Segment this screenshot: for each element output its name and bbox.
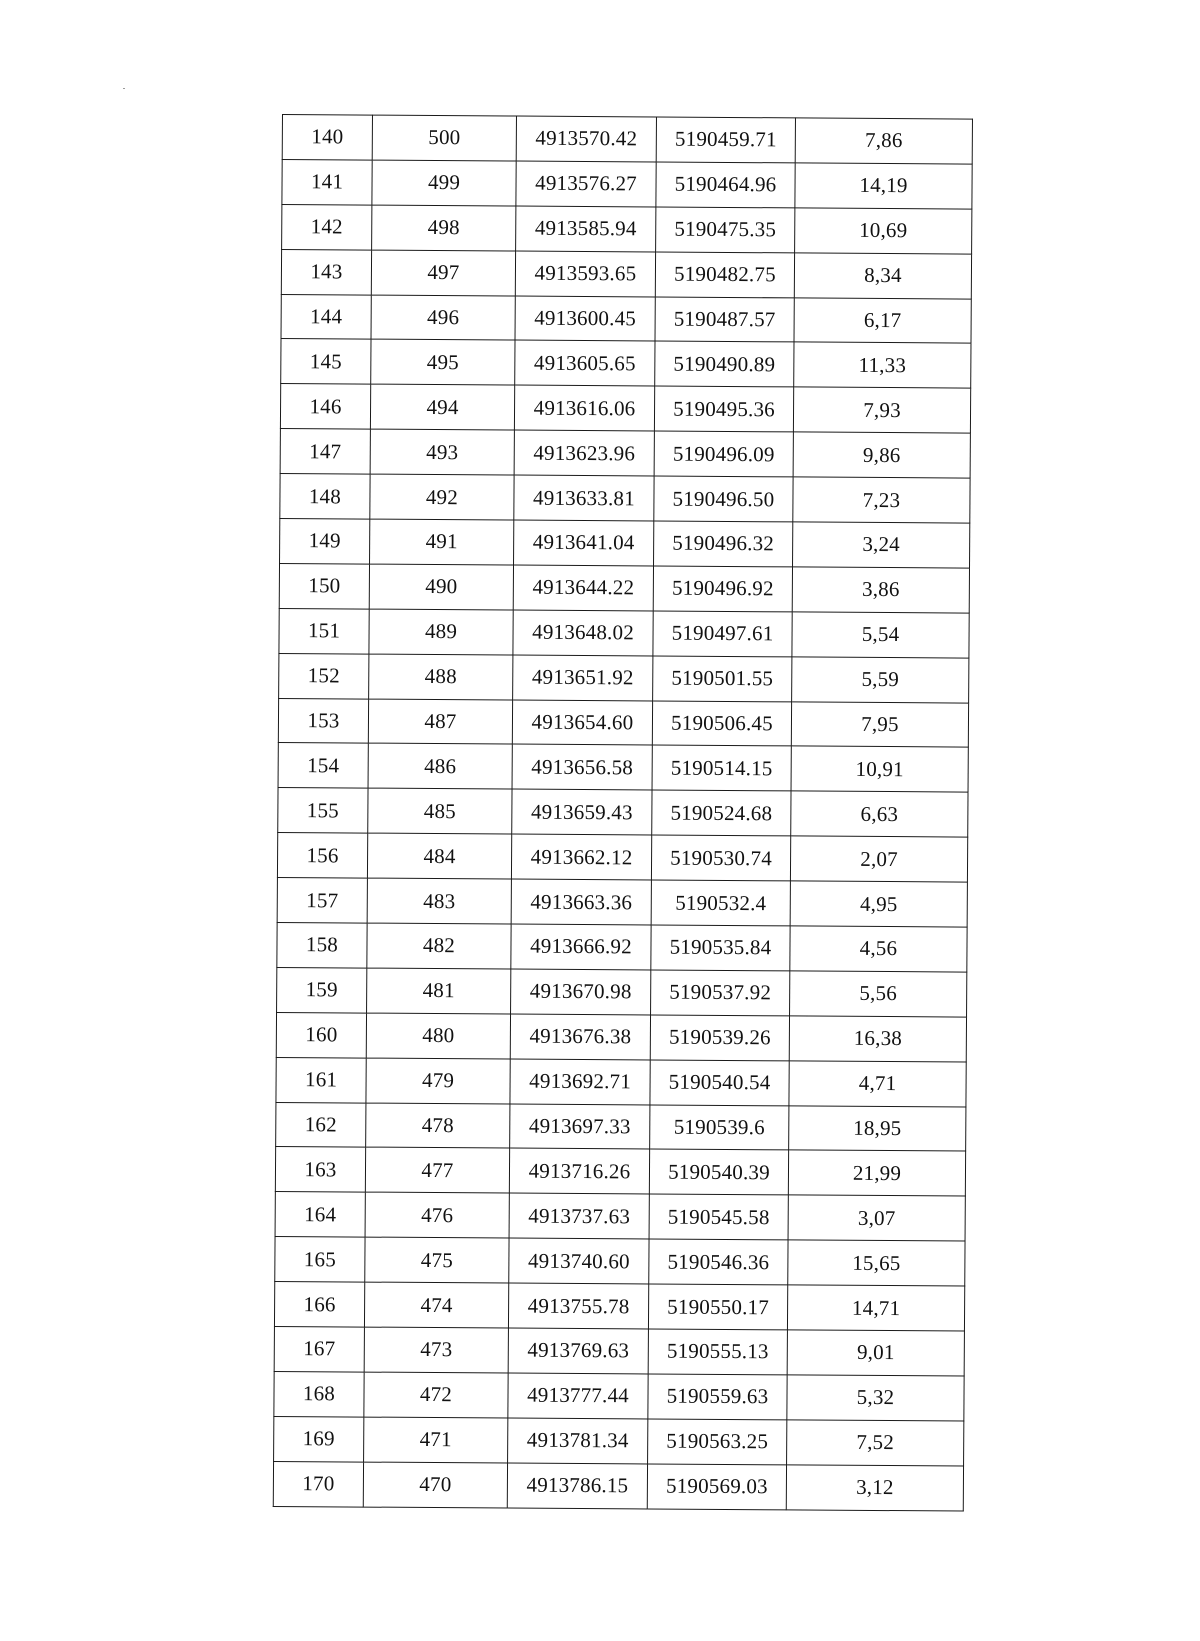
point-number-cell: 170 [273, 1461, 363, 1506]
distance-cell: 6,17 [794, 297, 971, 343]
y-coordinate-cell: 5190555.13 [648, 1329, 787, 1375]
table-row [277, 967, 967, 1016]
reference-number-cell: 476 [365, 1192, 509, 1238]
distance-cell: 14,19 [795, 163, 972, 209]
x-coordinate-cell: 4913781.34 [508, 1418, 648, 1464]
point-number-cell: 162 [276, 1102, 366, 1147]
reference-number-cell: 477 [365, 1148, 509, 1194]
table-row [280, 384, 970, 433]
coordinate-table [273, 114, 973, 1511]
point-number-cell: 157 [277, 878, 367, 923]
point-number-cell: 161 [276, 1057, 366, 1102]
table-row [276, 1057, 966, 1106]
table-row [282, 159, 972, 208]
x-coordinate-cell: 4913648.02 [513, 610, 653, 656]
reference-number-cell: 498 [372, 205, 516, 251]
x-coordinate-cell: 4913692.71 [510, 1059, 650, 1105]
x-coordinate-cell: 4913570.42 [516, 116, 656, 162]
x-coordinate-cell: 4913662.12 [511, 834, 651, 880]
x-coordinate-cell: 4913670.98 [511, 969, 651, 1015]
x-coordinate-cell: 4913697.33 [510, 1104, 650, 1150]
table-row [279, 608, 969, 657]
reference-number-cell: 496 [371, 295, 515, 341]
x-coordinate-cell: 4913633.81 [514, 475, 654, 521]
table-row [274, 1371, 964, 1420]
distance-cell: 3,24 [793, 522, 970, 568]
x-coordinate-cell: 4913616.06 [514, 385, 654, 431]
distance-cell: 4,71 [789, 1061, 966, 1107]
x-coordinate-cell: 4913740.60 [509, 1238, 649, 1284]
y-coordinate-cell: 5190545.58 [649, 1194, 788, 1240]
reference-number-cell: 493 [370, 429, 514, 475]
table-row [280, 474, 970, 523]
table-row [275, 1237, 965, 1286]
x-coordinate-cell: 4913755.78 [508, 1283, 648, 1329]
distance-cell: 7,93 [793, 387, 970, 433]
y-coordinate-cell: 5190496.32 [654, 521, 793, 567]
point-number-cell: 141 [282, 159, 372, 204]
point-number-cell: 153 [278, 698, 368, 743]
distance-cell: 6,63 [791, 791, 968, 837]
point-number-cell: 167 [274, 1327, 364, 1372]
distance-cell: 14,71 [787, 1285, 964, 1331]
reference-number-cell: 487 [368, 699, 512, 745]
reference-number-cell: 478 [366, 1103, 510, 1149]
distance-cell: 16,38 [789, 1016, 966, 1062]
table-row [274, 1416, 964, 1465]
point-number-cell: 146 [280, 384, 370, 429]
table-row [278, 788, 968, 837]
point-number-cell: 140 [282, 115, 372, 160]
y-coordinate-cell: 5190464.96 [656, 162, 795, 208]
table-row [279, 653, 969, 702]
point-number-cell: 151 [279, 608, 369, 653]
y-coordinate-cell: 5190546.36 [649, 1239, 788, 1285]
distance-cell: 15,65 [788, 1240, 965, 1286]
reference-number-cell: 486 [368, 744, 512, 790]
point-number-cell: 144 [281, 294, 371, 339]
point-number-cell: 165 [275, 1237, 365, 1282]
point-number-cell: 168 [274, 1371, 364, 1416]
distance-cell: 7,95 [791, 701, 968, 747]
table-row [274, 1327, 964, 1376]
y-coordinate-cell: 5190539.6 [650, 1105, 789, 1151]
x-coordinate-cell: 4913737.63 [509, 1193, 649, 1239]
reference-number-cell: 491 [370, 519, 514, 565]
table-row [282, 115, 972, 164]
distance-cell: 4,95 [790, 881, 967, 927]
point-number-cell: 145 [281, 339, 371, 384]
distance-cell: 3,86 [792, 567, 969, 613]
table-row [277, 923, 967, 972]
reference-number-cell: 497 [371, 250, 515, 296]
distance-cell: 11,33 [794, 342, 971, 388]
point-number-cell: 147 [280, 429, 370, 474]
point-number-cell: 163 [275, 1147, 365, 1192]
y-coordinate-cell: 5190482.75 [655, 252, 794, 298]
y-coordinate-cell: 5190532.4 [651, 880, 790, 926]
reference-number-cell: 471 [364, 1417, 508, 1463]
table-row [281, 339, 971, 388]
reference-number-cell: 481 [367, 968, 511, 1014]
point-number-cell: 156 [277, 833, 367, 878]
y-coordinate-cell: 5190524.68 [652, 790, 791, 836]
table-row [276, 1102, 966, 1151]
y-coordinate-cell: 5190514.15 [652, 745, 791, 791]
distance-cell: 5,54 [792, 612, 969, 658]
x-coordinate-cell: 4913600.45 [515, 296, 655, 342]
y-coordinate-cell: 5190496.92 [653, 566, 792, 612]
point-number-cell: 169 [274, 1416, 364, 1461]
x-coordinate-cell: 4913659.43 [512, 789, 652, 835]
reference-number-cell: 499 [372, 160, 516, 206]
table-row [281, 294, 971, 343]
distance-cell: 3,12 [786, 1465, 963, 1511]
x-coordinate-cell: 4913641.04 [514, 520, 654, 566]
distance-cell: 7,23 [793, 477, 970, 523]
reference-number-cell: 475 [365, 1237, 509, 1283]
y-coordinate-cell: 5190569.03 [647, 1464, 786, 1510]
y-coordinate-cell: 5190487.57 [655, 297, 794, 343]
y-coordinate-cell: 5190535.84 [651, 925, 790, 971]
table-row [279, 563, 969, 612]
x-coordinate-cell: 4913716.26 [509, 1149, 649, 1195]
x-coordinate-cell: 4913656.58 [512, 745, 652, 791]
table-row [278, 743, 968, 792]
reference-number-cell: 488 [369, 654, 513, 700]
x-coordinate-cell: 4913769.63 [508, 1328, 648, 1374]
x-coordinate-cell: 4913663.36 [511, 879, 651, 925]
reference-number-cell: 492 [370, 474, 514, 520]
reference-number-cell: 482 [367, 923, 511, 969]
x-coordinate-cell: 4913651.92 [513, 655, 653, 701]
reference-number-cell: 479 [366, 1058, 510, 1104]
x-coordinate-cell: 4913666.92 [511, 924, 651, 970]
point-number-cell: 154 [278, 743, 368, 788]
table-row [276, 1012, 966, 1061]
point-number-cell: 150 [279, 563, 369, 608]
distance-cell: 18,95 [789, 1105, 966, 1151]
y-coordinate-cell: 5190540.54 [650, 1060, 789, 1106]
y-coordinate-cell: 5190459.71 [656, 117, 795, 163]
x-coordinate-cell: 4913786.15 [507, 1463, 647, 1509]
y-coordinate-cell: 5190496.09 [654, 431, 793, 477]
table-row [273, 1461, 963, 1510]
distance-cell: 5,32 [787, 1375, 964, 1421]
table-row [278, 698, 968, 747]
y-coordinate-cell: 5190540.39 [649, 1149, 788, 1195]
y-coordinate-cell: 5190490.89 [655, 341, 794, 387]
table-row [280, 429, 970, 478]
reference-number-cell: 495 [371, 340, 515, 386]
point-number-cell: 143 [281, 249, 371, 294]
reference-number-cell: 483 [367, 878, 511, 924]
reference-number-cell: 485 [368, 788, 512, 834]
table-row [281, 249, 971, 298]
point-number-cell: 159 [277, 967, 367, 1012]
point-number-cell: 149 [280, 519, 370, 564]
reference-number-cell: 489 [369, 609, 513, 655]
reference-number-cell: 480 [366, 1013, 510, 1059]
table-row [282, 204, 972, 253]
x-coordinate-cell: 4913576.27 [516, 161, 656, 207]
point-number-cell: 152 [279, 653, 369, 698]
distance-cell: 10,91 [791, 746, 968, 792]
point-number-cell: 142 [282, 204, 372, 249]
reference-number-cell: 473 [364, 1327, 508, 1373]
distance-cell: 4,56 [790, 926, 967, 972]
x-coordinate-cell: 4913654.60 [512, 700, 652, 746]
x-coordinate-cell: 4913623.96 [514, 430, 654, 476]
point-number-cell: 148 [280, 474, 370, 519]
distance-cell: 9,86 [793, 432, 970, 478]
reference-number-cell: 472 [364, 1372, 508, 1418]
x-coordinate-cell: 4913605.65 [515, 341, 655, 387]
x-coordinate-cell: 4913593.65 [515, 251, 655, 297]
distance-cell: 3,07 [788, 1195, 965, 1241]
y-coordinate-cell: 5190495.36 [654, 386, 793, 432]
reference-number-cell: 474 [364, 1282, 508, 1328]
table-row [274, 1282, 964, 1331]
y-coordinate-cell: 5190539.26 [650, 1015, 789, 1061]
distance-cell: 2,07 [790, 836, 967, 882]
point-number-cell: 155 [278, 788, 368, 833]
distance-cell: 21,99 [788, 1150, 965, 1196]
distance-cell: 8,34 [794, 253, 971, 299]
distance-cell: 5,59 [792, 657, 969, 703]
point-number-cell: 158 [277, 923, 367, 968]
point-number-cell: 160 [276, 1012, 366, 1057]
point-number-cell: 166 [274, 1282, 364, 1327]
reference-number-cell: 484 [367, 833, 511, 879]
distance-cell: 10,69 [795, 208, 972, 254]
scan-speck [123, 88, 125, 89]
y-coordinate-cell: 5190550.17 [648, 1284, 787, 1330]
x-coordinate-cell: 4913644.22 [513, 565, 653, 611]
table-row [277, 878, 967, 927]
reference-number-cell: 490 [369, 564, 513, 610]
y-coordinate-cell: 5190475.35 [656, 207, 795, 253]
y-coordinate-cell: 5190530.74 [651, 835, 790, 881]
reference-number-cell: 470 [363, 1462, 507, 1508]
table-body [273, 115, 972, 1511]
y-coordinate-cell: 5190537.92 [651, 970, 790, 1016]
table-row [275, 1192, 965, 1241]
distance-cell: 7,86 [795, 118, 972, 164]
point-number-cell: 164 [275, 1192, 365, 1237]
x-coordinate-cell: 4913777.44 [508, 1373, 648, 1419]
y-coordinate-cell: 5190501.55 [653, 656, 792, 702]
distance-cell: 9,01 [787, 1330, 964, 1376]
x-coordinate-cell: 4913676.38 [510, 1014, 650, 1060]
table-row [277, 833, 967, 882]
x-coordinate-cell: 4913585.94 [516, 206, 656, 252]
table-row [275, 1147, 965, 1196]
table-row [280, 519, 970, 568]
reference-number-cell: 500 [372, 115, 516, 161]
distance-cell: 5,56 [790, 971, 967, 1017]
y-coordinate-cell: 5190559.63 [648, 1374, 787, 1420]
distance-cell: 7,52 [787, 1420, 964, 1466]
y-coordinate-cell: 5190563.25 [648, 1419, 787, 1465]
reference-number-cell: 494 [370, 384, 514, 430]
y-coordinate-cell: 5190497.61 [653, 611, 792, 657]
y-coordinate-cell: 5190506.45 [652, 701, 791, 747]
y-coordinate-cell: 5190496.50 [654, 476, 793, 522]
